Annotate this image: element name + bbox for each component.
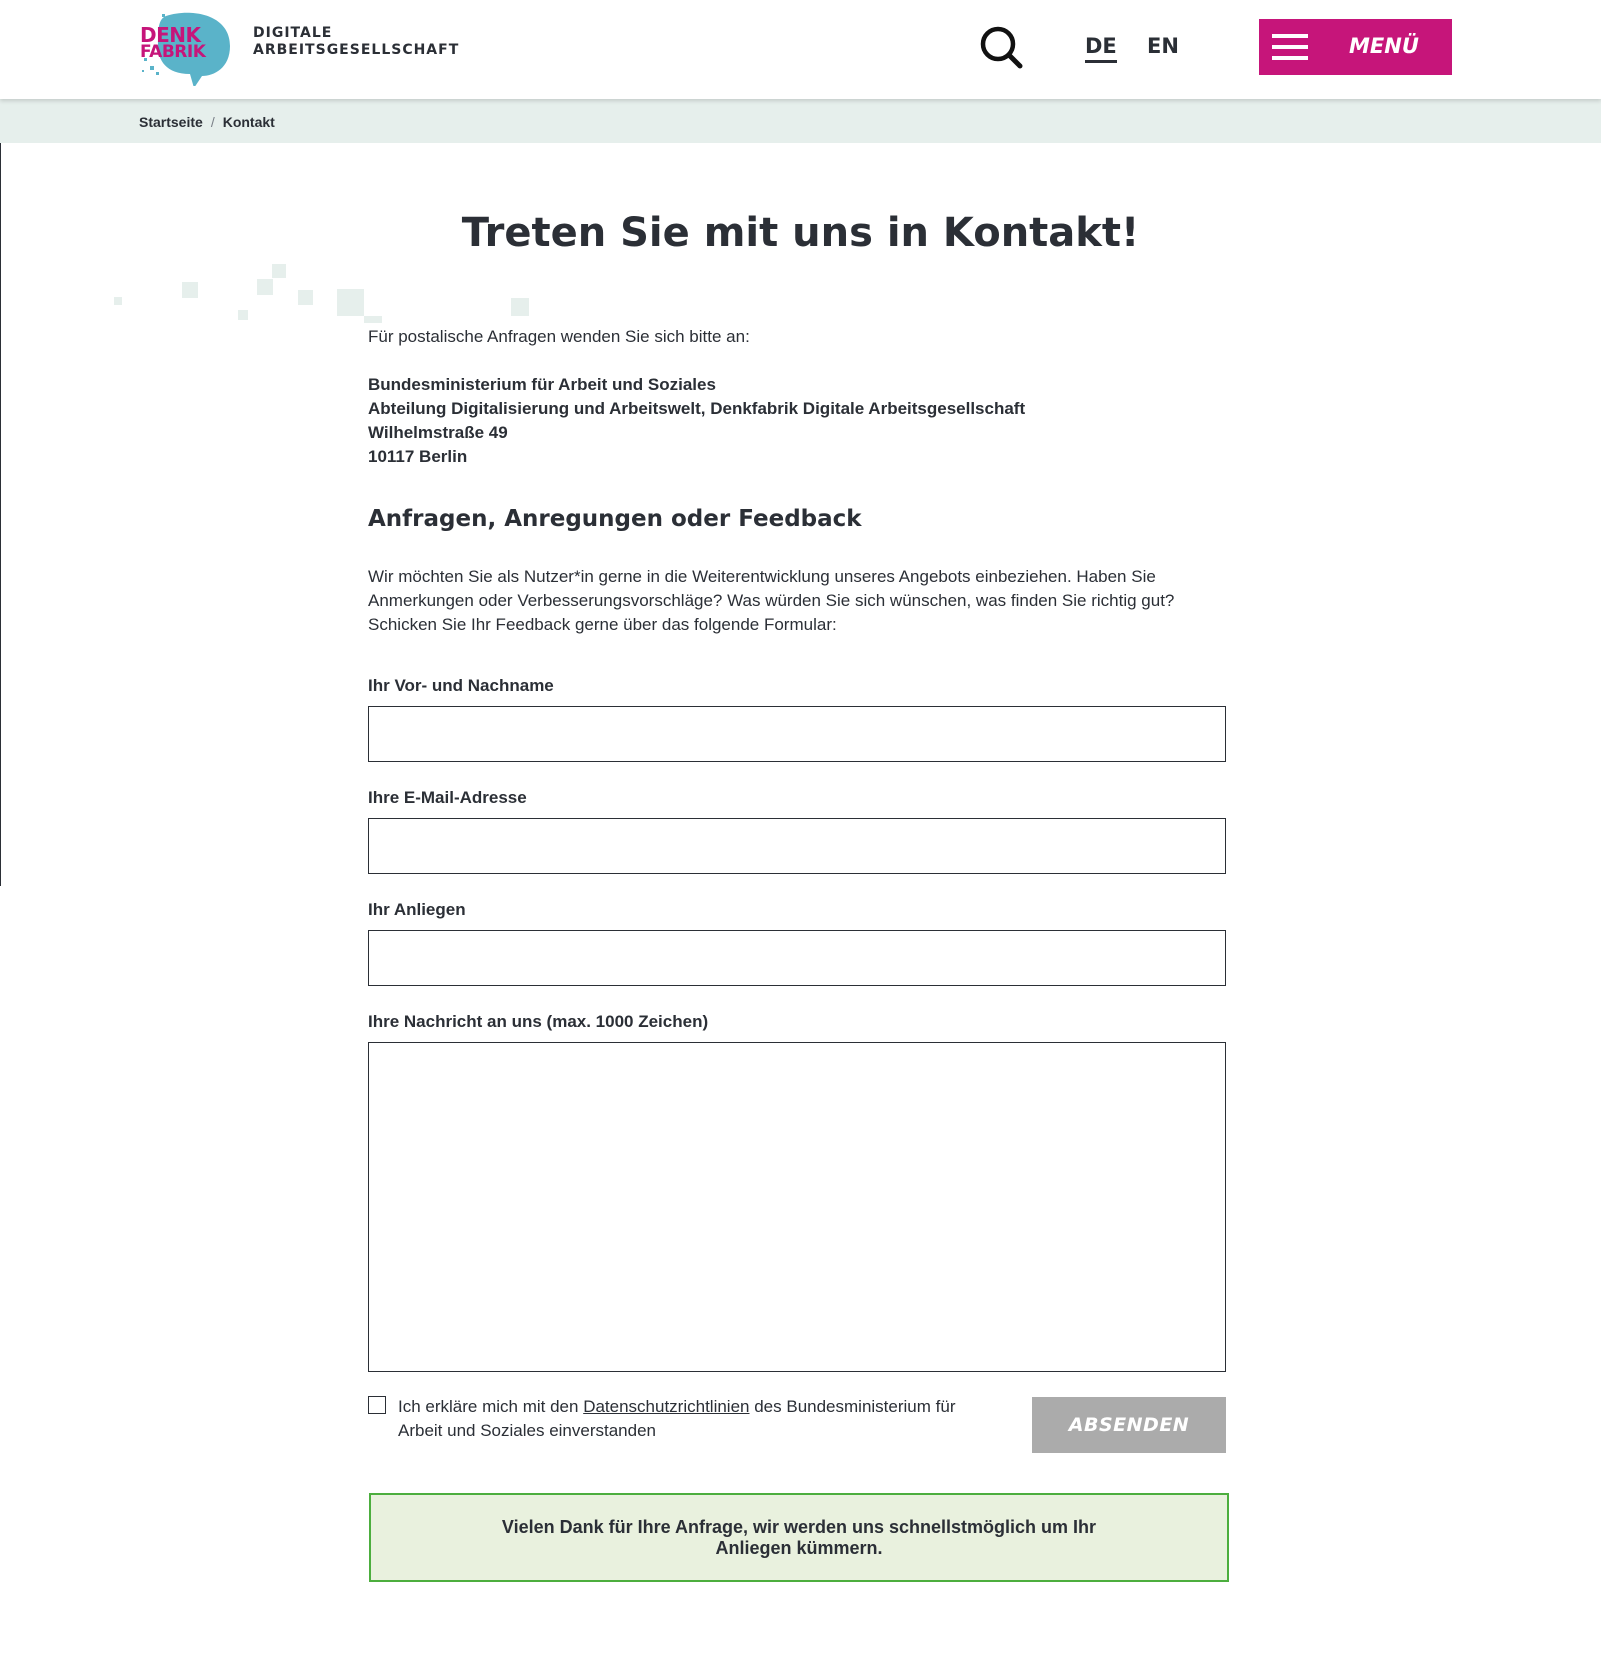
language-de-link[interactable]: DE — [1085, 34, 1117, 63]
denkfabrik-logo[interactable] — [136, 10, 236, 86]
section-text — [368, 565, 1174, 637]
success-notice — [369, 1493, 1229, 1582]
menu-label: MENÜ — [1349, 34, 1419, 58]
language-en-link[interactable]: EN — [1147, 34, 1179, 58]
message-label: Ihre Nachricht an uns (max. 1000 Zeichen) — [368, 1012, 709, 1031]
section-title: Anfragen, Anregungen oder Feedback — [368, 506, 862, 532]
menu-button[interactable] — [1259, 19, 1452, 75]
breadcrumb-current: Kontakt — [222, 114, 275, 130]
subject-input[interactable] — [368, 930, 1226, 986]
breadcrumb-separator: / — [210, 114, 215, 130]
section-text-line: Schicken Sie Ihr Feedback gerne über das folgende Formular: — [368, 615, 837, 634]
postal-intro: Für postalische Anfragen wenden Sie sich bitte an: — [368, 327, 750, 346]
name-label: Ihr Vor- und Nachname — [368, 676, 554, 695]
address-line: 10117 Berlin — [368, 447, 468, 466]
consent-text — [398, 1395, 958, 1443]
privacy-policy-link[interactable]: Datenschutzrichtlinien — [583, 1397, 750, 1416]
name-input[interactable] — [368, 706, 1226, 762]
breadcrumb — [0, 99, 1601, 143]
message-textarea[interactable] — [368, 1042, 1226, 1372]
logo-subtitle[interactable] — [253, 25, 459, 59]
consent-text-after: des Bundesministerium für Arbeit und Soziales einverstanden — [398, 1397, 956, 1440]
address-line: Abteilung Digitalisierung und Arbeitswelt, Denkfabrik Digitale Arbeitsgesellschaft — [368, 399, 1026, 418]
logo-subtitle-line-2: ARBEITSGESELLSCHAFT — [253, 42, 460, 58]
email-label: Ihre E-Mail-Adresse — [368, 788, 527, 807]
page-title: Treten Sie mit uns in Kontakt! — [461, 210, 1140, 256]
success-notice-text: Vielen Dank für Ihre Anfrage, wir werden uns schnellstmöglich um Ihr Anliegen kümmern. — [501, 1516, 1097, 1558]
postal-address — [368, 373, 1025, 469]
section-text-line: Anmerkungen oder Verbesserungsvorschläge? Was würden Sie sich wünschen, was finden Sie richtig gut? — [368, 591, 1175, 610]
search-button[interactable] — [978, 24, 1028, 74]
consent-text-before: Ich erkläre mich mit den — [398, 1397, 584, 1416]
subject-label: Ihr Anliegen — [368, 900, 466, 919]
breadcrumb-home-link[interactable]: Startseite — [139, 114, 203, 130]
section-text-line: Wir möchten Sie als Nutzer*in gerne in die Weiterentwicklung unseres Angebots einbeziehen. Haben Sie — [368, 567, 1156, 586]
address-line: Wilhelmstraße 49 — [368, 423, 508, 442]
address-line: Bundesministerium für Arbeit und Soziales — [368, 375, 716, 394]
search-icon — [978, 24, 1028, 74]
logo-word-denk: DENK — [140, 23, 201, 47]
site-header — [0, 0, 1601, 99]
email-input[interactable] — [368, 818, 1226, 874]
logo-subtitle-line-1: DIGITALE — [253, 25, 333, 41]
consent-checkbox[interactable] — [368, 1396, 386, 1414]
logo-word-fabrik: FABRIK — [140, 42, 206, 62]
submit-button[interactable]: ABSENDEN — [1032, 1397, 1226, 1453]
hamburger-icon — [1272, 34, 1308, 60]
